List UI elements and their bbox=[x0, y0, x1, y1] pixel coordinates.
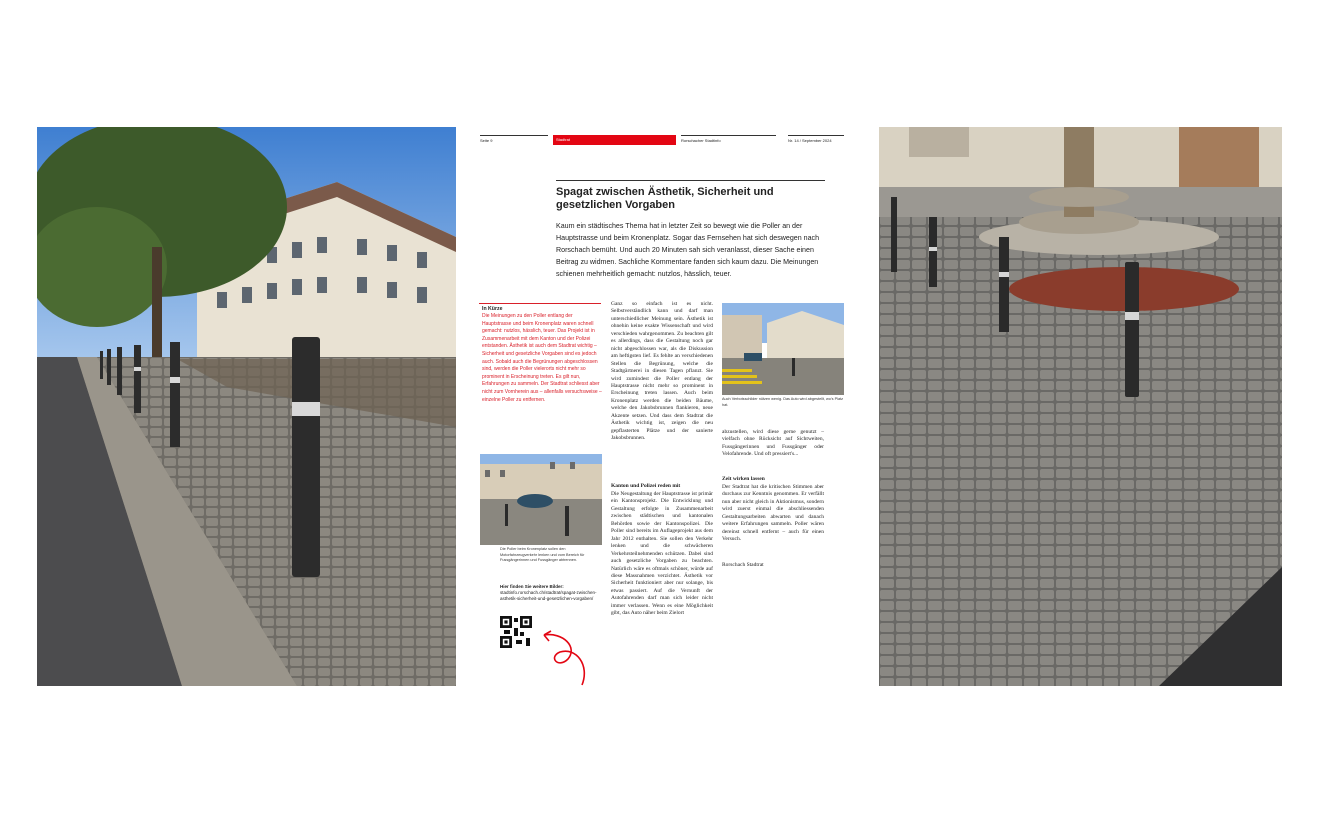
column-2-text: Ganz so einfach ist es nicht. Selbstverständlich kann und darf man unterschiedlicher Meinung sein. Ästhetik ist ohnehin keine exakte Wissenschaft und wird verschieden wahrgenommen. Zu beachten gilt es allerdings, dass die Gestaltung noch gar nicht abgeschlossen war, als die Diskussion am heftigsten lief. Es fehlte an verschiedenen Stellen die Begrünung, welche die Stadtgärtnerei in diesen Tagen pflanzt. Sie wird zumindest die Poller entlang der Hauptstrasse nicht mehr so prominent in Erscheinung treten lassen. Auch beim Kronenplatz werden die beiden Bäume, welche den Jakobsbrunnen flankieren, neue Akzente setzen. Und dass dem Stadtrat die Ästhetik wichtig ist, zeigen die neu gepflasterten Plätze und der sanierte Jakobsbrunnen. bbox=[611, 301, 713, 442]
article-title: Spagat zwischen Ästhetik, Sicherheit und gesetzlichen Vorgaben bbox=[556, 186, 774, 211]
column-3-text: abzustellen, wird diese gerne genutzt – vielfach ohne Rücksicht auf Sichtweiten, Fussgängerinnen und Fussgänger oder Velofahrende. Und oft pressiert's... bbox=[722, 429, 824, 458]
column-3-text-2: Der Stadtrat hat die kritischen Stimmen aber durchaus zur Kenntnis genommen. Er verfällt nun aber nicht gleich in Aktionismus, sondern wird zuerst einmal die abschliessenden Gestaltungsarbeiten abwarten und danach weitere Erfahrungen sammeln. Poller wären dereinst schnell entfernt – auch für einen Versuch. bbox=[722, 484, 824, 543]
bollards-street-photo bbox=[37, 127, 456, 686]
more-images-title: Hier finden Sie weitere Bilder: bbox=[500, 584, 564, 589]
column-3-heading: Zeit wirken lassen bbox=[722, 476, 765, 482]
signature: Rorschach Stadtrat bbox=[722, 562, 764, 568]
column-2-text-2: Die Neugestaltung der Hauptstrasse ist primär ein Kantonsprojekt. Die Entwicklung und Gestaltung erfolgte in Zusammenarbeit zwischen städtischen und kantonalen Behörden sowie der Kantonspolizei. Die Poller sind bereits im Auflageprojekt aus dem Jahr 2012 enthalten. Sie sollen den Verkehr lenken und die schwächeren Verkehrsteilnehmenden schützen. Dabei sind auch gesetzliche Vorgaben zu beachten. Natürlich wäre es oftmals schöner, würde auf diese Massnahmen verzichtet. Ästhetik vor Sicherheit funktioniert aber nur solange, bis etwas passiert. Auf die Vernunft der Autofahrenden darf man sich leider nicht immer verlassen. Wenn es eine Möglichkeit gibt, das Auto näher beim Zielort bbox=[611, 491, 713, 617]
header-issue: Nr. 14 / September 2024 bbox=[788, 135, 844, 146]
caption-left: Die Poller beim Kronenplatz sollen den Motorfahrzeugverkehr lenken und vom Bereich für Fussgängerinnen und Fussgänger abtrennen. bbox=[500, 547, 585, 563]
article-lead: Kaum ein städtisches Thema hat in letzter Zeit so bewegt wie die Poller an der Hauptstrasse und beim Kronenplatz. Sogar das Fernsehen hat sich deswegen nach Rorschach bemüht. Und auch 20 Minuten sah sich veranlasst, dieser Sache einen Beitrag zu widmen. Sachliche Kommentare fanden sich kaum dazu. Die Meinungen schienen mehrheitlich gemacht: nutzlos, hässlich, teuer. bbox=[556, 222, 820, 279]
caption-top: Auch Verbotsschilder nützen wenig. Das Auto wird abgestellt, wo's Platz hat. bbox=[722, 397, 844, 407]
header-publication: Rorschacher Stadtinfo bbox=[681, 135, 776, 146]
fountain-plaza-photo bbox=[879, 127, 1282, 686]
summary-text: Die Meinungen zu den Poller entlang der Hauptstrasse und beim Kronenplatz waren schnell gemacht: nutzlos, hässlich, teuer. Das Projekt ist in Zusammenarbeit mit dem Kanton und der Polizei entstanden. Ästhetik ist auch dem Stadtrat wichtig – Sicherheit und gesetzliche Vorgaben sind es jedoch auch. Sobald auch die Begrünungen abgeschlossen sind, werden die Poller vielerorts nicht mehr so prominent in Erscheinung treten. Es gilt nun, Erfahrungen zu sammeln. Der Stadtrat schliesst aber nicht zum Vornherein aus – allenfalls versuchsweise – einzelne Poller zu entfernen. bbox=[482, 313, 602, 403]
qr-code-icon[interactable] bbox=[500, 616, 532, 648]
summary-title: In Kürze bbox=[482, 306, 503, 312]
red-arrow-icon bbox=[538, 627, 594, 686]
parking-photo bbox=[722, 303, 844, 395]
header-section: Stadtrat bbox=[553, 135, 676, 145]
newspaper-page bbox=[466, 127, 859, 686]
title-rule bbox=[556, 180, 825, 181]
more-images-url[interactable]: stadtinfo.rorschach.ch/stadtrat/spagat-zwischen-asthetik-sicherheit-und-gesetzlichen-vorgaben/ bbox=[500, 590, 597, 601]
summary-rule bbox=[479, 303, 601, 304]
column-2-heading: Kanton und Polizei reden mit bbox=[611, 483, 681, 489]
kronenplatz-photo bbox=[480, 454, 602, 545]
header-page-number: Seite 9 bbox=[480, 135, 548, 146]
